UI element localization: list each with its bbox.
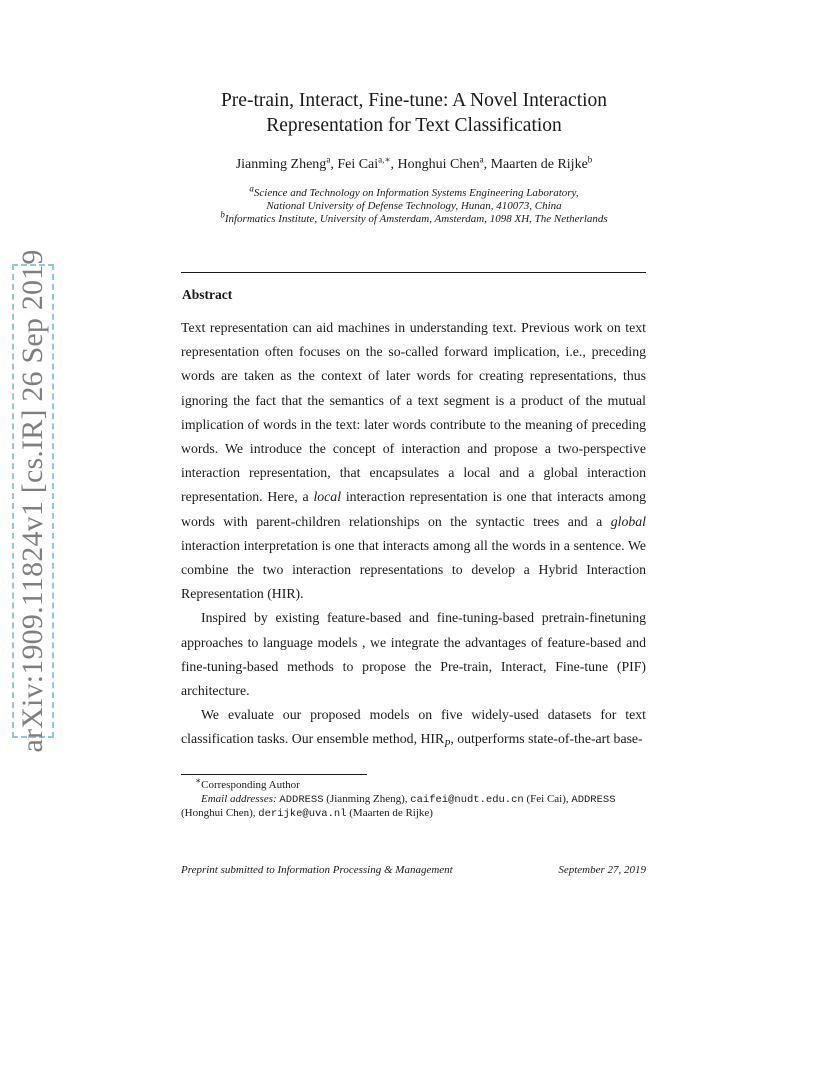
abstract-text: , outperforms state-of-the-art base- — [450, 731, 643, 747]
abstract-paragraph-1 — [181, 316, 646, 606]
arxiv-stamp — [12, 249, 54, 753]
page-footer — [181, 864, 646, 876]
emphasis-global: global — [610, 513, 646, 529]
email-addresses — [181, 793, 646, 808]
subscript: P — [444, 739, 451, 751]
affiliation-a-cont: National University of Defense Technology, Hunan, 410073, China — [266, 200, 562, 212]
author-affil-mark: a — [326, 154, 331, 165]
abstract-paragraph-2: Inspired by existing feature-based and fine-tuning-based pretrain-finetuning approaches to language models , we integrate the advantages of feature-based and fine-tuning-based methods to propose the Pre-train, Interact, Fine-tune (PIF) architecture. — [181, 610, 646, 699]
corresponding-label: Corresponding Author — [201, 779, 300, 791]
email-owner: (Jianming Zheng), — [323, 792, 411, 805]
footnote-mark: ∗ — [195, 775, 202, 786]
email-address[interactable]: ADDRESS — [279, 793, 324, 806]
author-affil-mark: b — [587, 154, 593, 165]
corresponding-author-note — [181, 775, 646, 793]
email-addresses-cont — [181, 807, 646, 822]
abstract-body — [181, 316, 646, 757]
email-owner: (Honghui Chen), — [181, 807, 259, 819]
author-separator: , — [330, 157, 338, 172]
affiliation-b — [0, 209, 828, 226]
author-name: Jianming Zheng — [235, 157, 327, 172]
affil-b-line: Informatics Institute, University of Amsterdam, Amsterdam, 1098 XH, The Netherlands — [224, 213, 608, 225]
author-affil-mark: a — [479, 154, 484, 165]
affiliation-a — [0, 183, 828, 200]
affil-mark: b — [220, 209, 225, 220]
affil-a-line-1: Science and Technology on Information Systems Engineering Laboratory, — [253, 187, 579, 199]
author-affil-mark: a,∗ — [378, 154, 391, 165]
abstract-heading: Abstract — [182, 287, 233, 302]
abstract-text: interaction interpretation is one that interacts among all the words in a sentence. We combine the two interaction representations to develop a Hybrid Interaction Representation (HIR). — [181, 537, 646, 602]
author-name: Honghui Chen — [397, 157, 480, 172]
footnote-rule — [181, 774, 367, 775]
arxiv-identifier: arXiv:1909.11824v1 [cs.IR] 26 Sep 2019 — [16, 249, 49, 753]
horizontal-rule — [181, 272, 646, 273]
author-separator: , — [390, 157, 398, 172]
author-name: Fei Cai — [337, 157, 379, 172]
affiliations — [0, 183, 828, 226]
abstract-text: Text representation can aid machines in understanding text. Previous work on text representation often focuses on the so-called forward implication, i.e., preceding words are taken as the context of later words for creating representations, thus ignoring the fact that the semantics of a text segment is a product of the mutual implication of words in the text: later words contribute to the meaning of preceding words. We introduce the concept of interaction and propose a two-perspective interaction representation, that encapsulates a local and a global interaction representation. Here, a — [181, 320, 646, 505]
abstract-text: We evaluate our proposed models on five widely-used datasets for text classification tasks. Our ensemble method, HIR — [181, 707, 646, 747]
paper-title — [0, 88, 828, 138]
preprint-date: September 27, 2019 — [558, 864, 646, 876]
author-list — [0, 154, 828, 173]
author-separator: , — [483, 157, 491, 172]
preprint-note: Preprint submitted to Information Processing & Management — [181, 864, 453, 876]
title-line-1: Pre-train, Interact, Fine-tune: A Novel Interaction — [220, 90, 608, 111]
affil-mark: a — [249, 183, 254, 194]
footnote — [181, 775, 646, 822]
emphasis-local: local — [313, 489, 342, 505]
title-line-2: Representation for Text Classification — [266, 115, 562, 136]
email-owner: (Fei Cai), — [523, 792, 572, 805]
email-address[interactable]: ADDRESS — [571, 793, 616, 806]
email-label: Email addresses: — [201, 792, 277, 805]
email-owner: (Maarten de Rijke) — [346, 807, 433, 819]
email-address[interactable]: derijke@uva.nl — [258, 808, 347, 820]
email-address[interactable]: caifei@nudt.edu.cn — [410, 793, 524, 806]
abstract-paragraph-3 — [181, 703, 646, 757]
author-name: Maarten de Rijke — [490, 157, 588, 172]
abstract-text: interaction representation is one that interacts among words with parent-children relationships on the syntactic trees and a — [181, 489, 646, 529]
